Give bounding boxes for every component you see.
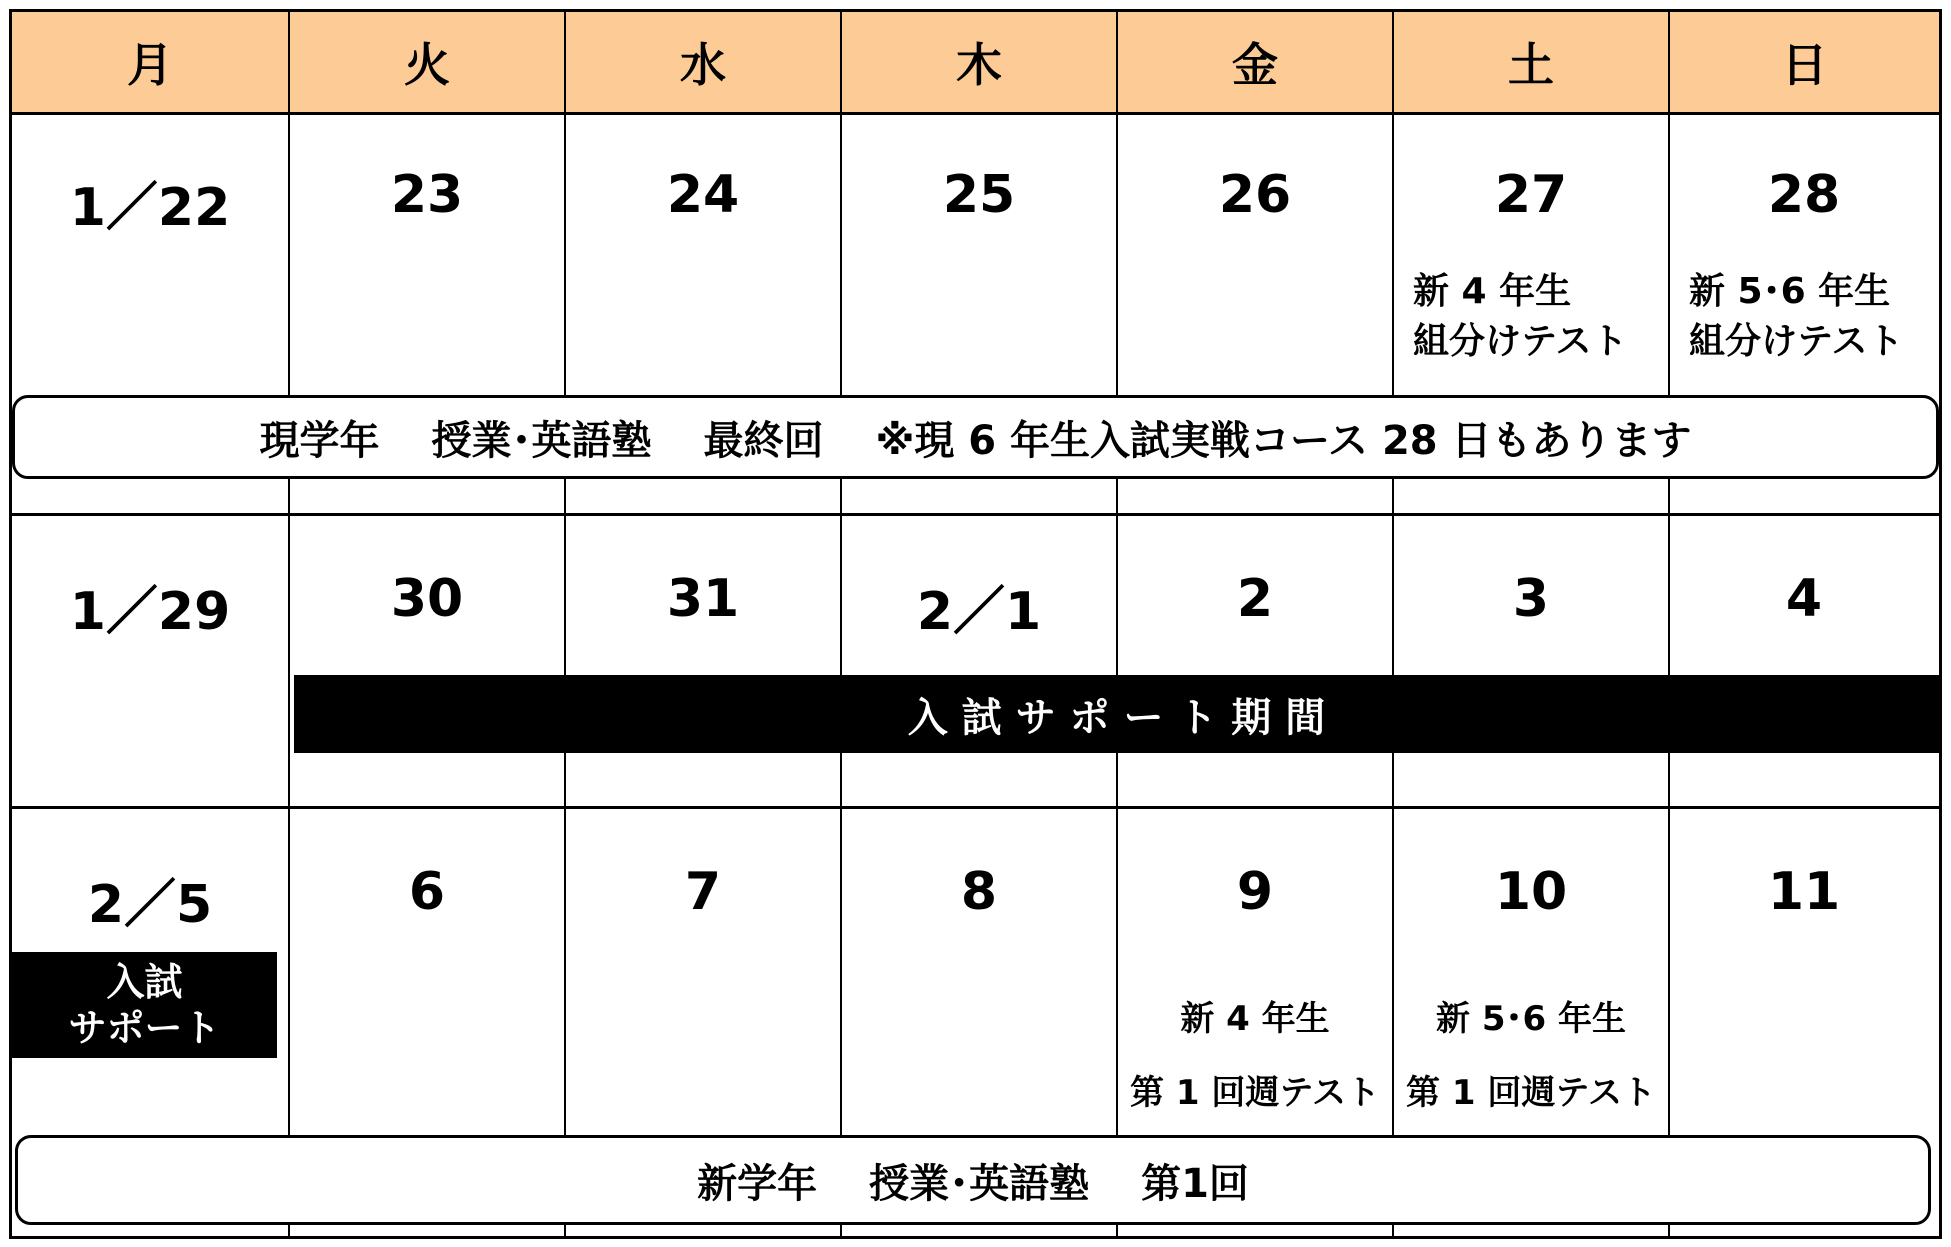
date-cell: 27	[1494, 165, 1568, 225]
event-line: 新 4 年生	[1180, 999, 1330, 1039]
weekday-header-tue: 火	[290, 12, 564, 112]
date-cell: 26	[1218, 165, 1292, 225]
date-cell: 4	[1785, 569, 1823, 629]
date-cell: 31	[666, 569, 740, 629]
date-cell: 24	[666, 165, 740, 225]
week-divider	[12, 513, 1939, 516]
event-line: 第 1 回週テスト	[1130, 1073, 1380, 1113]
date-cell: 8	[960, 862, 998, 922]
event-line: 組分けテスト	[1689, 321, 1904, 362]
event-line: 新 5･6 年生	[1689, 271, 1891, 312]
event-new4-placement-test	[1413, 267, 1628, 367]
badge-line: サポート	[68, 1006, 221, 1050]
event-line: 新 4 年生	[1413, 271, 1572, 312]
date-cell: 2／1	[916, 582, 1042, 642]
banner-text: 最終回	[703, 417, 824, 464]
weekday-header-wed: 水	[566, 12, 840, 112]
event-line: 新 5･6 年生	[1436, 999, 1626, 1039]
weekday-header-sat: 土	[1394, 12, 1668, 112]
date-cell: 10	[1494, 862, 1568, 922]
weekday-header-fri: 金	[1118, 12, 1392, 112]
event-new56-placement-test	[1689, 267, 1904, 367]
date-cell: 6	[408, 862, 446, 922]
banner-note: ※現 6 年生入試実戦コース 28 日もあります	[875, 417, 1692, 464]
calendar	[9, 9, 1942, 1239]
final-class-banner	[12, 395, 1939, 479]
date-cell: 1／29	[69, 582, 231, 642]
date-cell: 23	[390, 165, 464, 225]
event-new4-weekly-test	[1118, 982, 1392, 1130]
date-cell: 25	[942, 165, 1016, 225]
weekday-header-sun: 日	[1670, 12, 1939, 112]
first-class-banner	[15, 1135, 1931, 1225]
date-cell: 30	[390, 569, 464, 629]
header-divider	[12, 112, 1939, 115]
weekday-header-thu: 木	[842, 12, 1116, 112]
event-line: 組分けテスト	[1413, 321, 1628, 362]
date-cell: 11	[1767, 862, 1841, 922]
date-cell: 7	[684, 862, 722, 922]
date-cell: 9	[1236, 862, 1274, 922]
exam-support-period-bar: 入 試 サ ポ ー ト 期 間	[294, 675, 1939, 753]
date-cell: 28	[1767, 165, 1841, 225]
event-line: 第 1 回週テスト	[1406, 1073, 1656, 1113]
date-cell: 3	[1512, 569, 1550, 629]
date-cell: 2	[1236, 569, 1274, 629]
banner-text: 授業･英語塾	[431, 417, 652, 464]
date-cell: 1／22	[69, 178, 231, 238]
badge-line: 入試	[106, 960, 183, 1004]
week-divider	[12, 806, 1939, 809]
banner-text: 現学年	[259, 417, 380, 464]
banner-text: 第1回	[1141, 1160, 1249, 1207]
date-cell: 2／5	[87, 875, 213, 935]
event-new56-weekly-test	[1394, 982, 1668, 1130]
banner-text: 授業･英語塾	[869, 1160, 1090, 1207]
banner-text: 新学年	[697, 1160, 818, 1207]
exam-support-badge	[12, 952, 277, 1058]
weekday-header-mon: 月	[12, 12, 288, 112]
